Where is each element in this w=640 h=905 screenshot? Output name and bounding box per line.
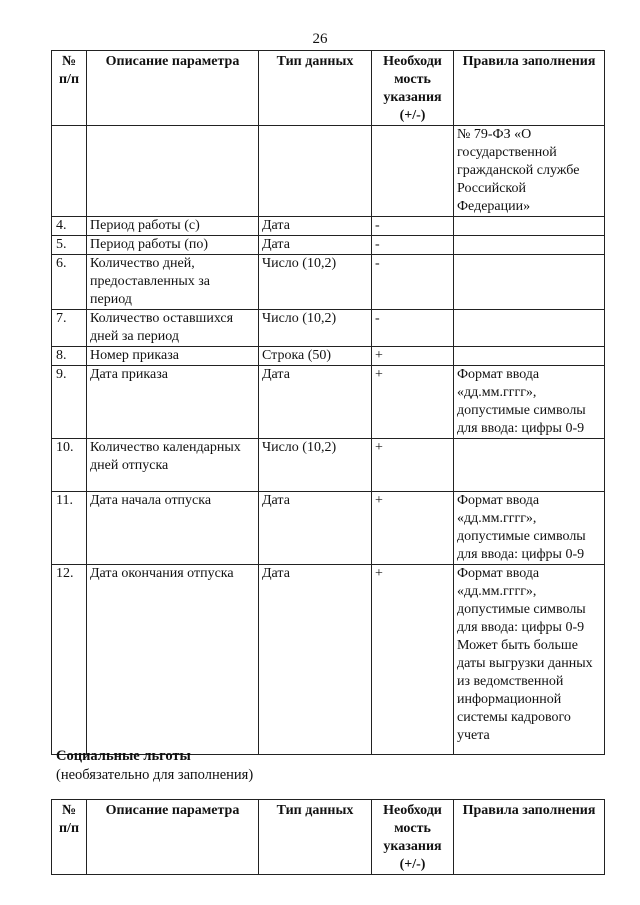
row-necessity: + xyxy=(372,366,454,439)
row-description: Количество дней, предоставленных за период xyxy=(87,255,259,310)
row-necessity: + xyxy=(372,439,454,492)
row-necessity: + xyxy=(372,492,454,565)
table-row xyxy=(52,565,605,755)
table-row xyxy=(52,439,605,492)
row-num: 6. xyxy=(52,255,87,310)
row-data-type: Дата xyxy=(259,366,372,439)
row-num: 7. xyxy=(52,310,87,347)
row-necessity: - xyxy=(372,236,454,255)
row-necessity: - xyxy=(372,217,454,236)
social-benefits-table xyxy=(51,799,605,875)
row-description: Дата приказа xyxy=(87,366,259,439)
header-rules: Правила заполнения xyxy=(454,51,605,126)
row-num: 9. xyxy=(52,366,87,439)
row-num: 4. xyxy=(52,217,87,236)
row-rules xyxy=(454,439,605,492)
header-necessity: Необходи мость указания (+/-) xyxy=(372,51,454,126)
row-description: Период работы (с) xyxy=(87,217,259,236)
header-description: Описание параметра xyxy=(87,51,259,126)
header-num: № п/п xyxy=(52,800,87,875)
row-data-type: Число (10,2) xyxy=(259,439,372,492)
row-data-type: Дата xyxy=(259,217,372,236)
header-num: № п/п xyxy=(52,51,87,126)
row-description: Количество оставшихся дней за период xyxy=(87,310,259,347)
table-row xyxy=(52,492,605,565)
table-header-row xyxy=(52,800,605,875)
table-header-row xyxy=(52,51,605,126)
section-subtitle: (необязательно для заполнения) xyxy=(56,767,254,783)
row-description: Количество календарных дней отпуска xyxy=(87,439,259,492)
section-title: Социальные льготы xyxy=(56,748,191,764)
header-data-type: Тип данных xyxy=(259,800,372,875)
row-necessity: + xyxy=(372,347,454,366)
row-data-type: Строка (50) xyxy=(259,347,372,366)
row-num: 12. xyxy=(52,565,87,755)
row-description: Период работы (по) xyxy=(87,236,259,255)
header-data-type: Тип данных xyxy=(259,51,372,126)
continuation-rules-cell: № 79-ФЗ «О государственной гражданской службе Российской Федерации» xyxy=(454,126,605,217)
header-rules: Правила заполнения xyxy=(454,800,605,875)
row-rules: Формат ввода «дд.мм.гггг», допустимые символы для ввода: цифры 0-9 xyxy=(454,492,605,565)
row-num: 10. xyxy=(52,439,87,492)
row-rules xyxy=(454,236,605,255)
table-row xyxy=(52,366,605,439)
header-description: Описание параметра xyxy=(87,800,259,875)
row-data-type: Дата xyxy=(259,236,372,255)
row-num: 8. xyxy=(52,347,87,366)
row-necessity: + xyxy=(372,565,454,755)
row-rules: Формат ввода «дд.мм.гггг», допустимые символы для ввода: цифры 0-9 Может быть больше даты выгрузки данных из ведомственной информационной системы кадрового учета xyxy=(454,565,605,755)
table-row xyxy=(52,217,605,236)
row-num: 5. xyxy=(52,236,87,255)
row-rules xyxy=(454,255,605,310)
page-number: 26 xyxy=(312,31,328,47)
row-rules: Формат ввода «дд.мм.гггг», допустимые символы для ввода: цифры 0-9 xyxy=(454,366,605,439)
row-num: 11. xyxy=(52,492,87,565)
row-description: Номер приказа xyxy=(87,347,259,366)
row-data-type: Число (10,2) xyxy=(259,255,372,310)
row-data-type: Дата xyxy=(259,492,372,565)
row-data-type: Дата xyxy=(259,565,372,755)
row-description: Дата начала отпуска xyxy=(87,492,259,565)
header-necessity: Необходи мость указания (+/-) xyxy=(372,800,454,875)
row-rules xyxy=(454,217,605,236)
row-data-type: Число (10,2) xyxy=(259,310,372,347)
row-description: Дата окончания отпуска xyxy=(87,565,259,755)
table-row xyxy=(52,347,605,366)
table-row xyxy=(52,310,605,347)
parameters-table xyxy=(51,50,605,755)
row-rules xyxy=(454,347,605,366)
row-necessity: - xyxy=(372,310,454,347)
continuation-row xyxy=(52,126,605,217)
table-row xyxy=(52,236,605,255)
table-row xyxy=(52,255,605,310)
row-rules xyxy=(454,310,605,347)
row-necessity: - xyxy=(372,255,454,310)
